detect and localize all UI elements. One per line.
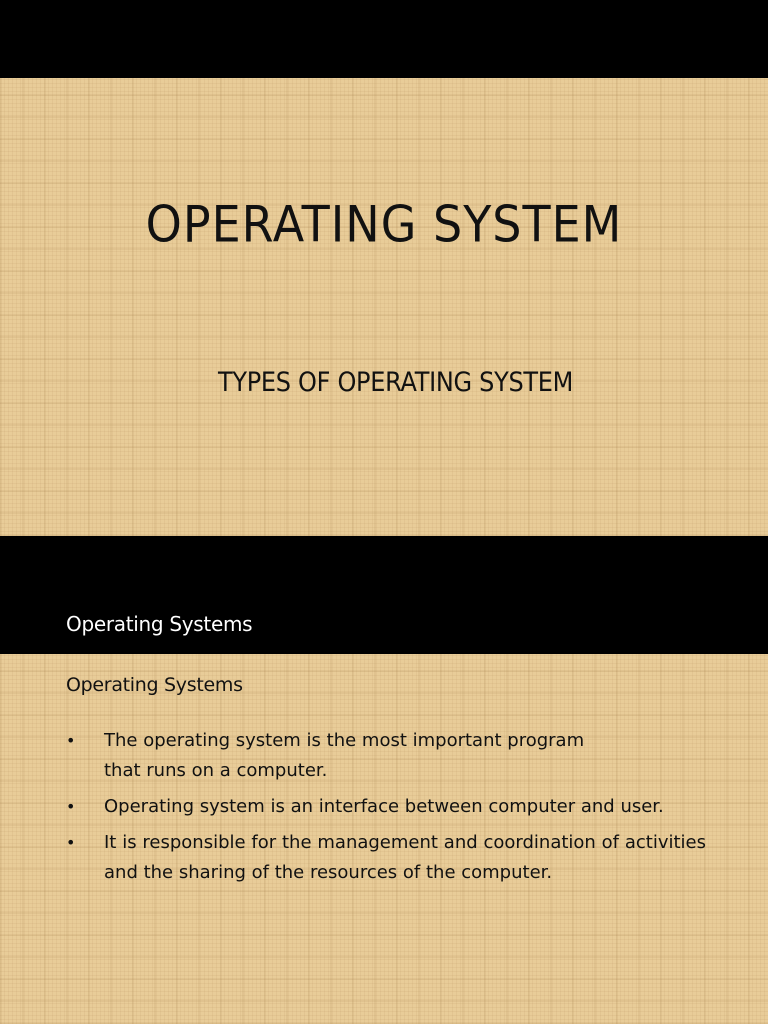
bullet-icon: • xyxy=(66,797,76,816)
slide-divider-band xyxy=(0,536,768,654)
bullet-icon: • xyxy=(66,833,76,852)
list-item xyxy=(66,792,706,822)
slide-title: OPERATING SYSTEM xyxy=(145,194,623,253)
band-heading: Operating Systems xyxy=(66,612,253,636)
list-item xyxy=(66,828,706,888)
content-heading: Operating Systems xyxy=(66,674,243,696)
bullet-text: It is responsible for the management and coordination of activities and the sharing of the resources of the computer. xyxy=(104,832,706,883)
title-slide xyxy=(0,78,768,536)
top-black-bar xyxy=(0,0,768,78)
bullet-list xyxy=(66,726,706,894)
bullet-text: Operating system is an interface between computer and user. xyxy=(104,796,664,817)
slide-subtitle: TYPES OF OPERATING SYSTEM xyxy=(218,366,574,398)
bullet-text: The operating system is the most important program that runs on a computer. xyxy=(104,730,585,781)
bullet-icon: • xyxy=(66,731,76,750)
content-slide xyxy=(0,654,768,1024)
list-item xyxy=(66,726,706,786)
